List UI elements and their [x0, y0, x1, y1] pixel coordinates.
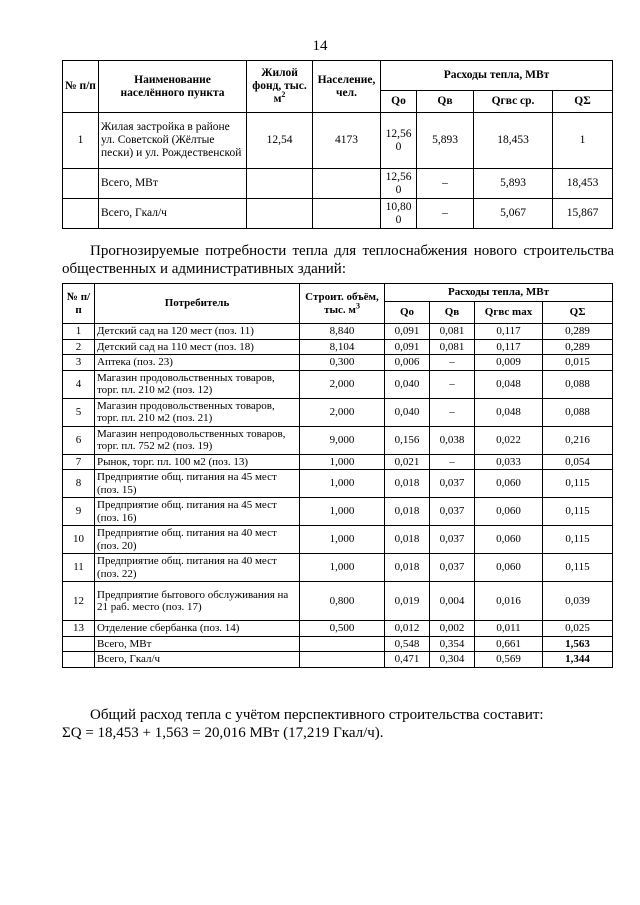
cell-volume: 1,000: [300, 454, 385, 470]
cell-qv: –: [417, 199, 474, 229]
cell-volume: 1,000: [300, 526, 385, 554]
cell-consumer: Магазин продовольственных товаров, торг. пл. 210 м2 (поз. 21): [95, 398, 300, 426]
cell-qgvs: 18,453: [474, 113, 553, 169]
table-row: [63, 582, 613, 621]
cell-num: [63, 199, 99, 229]
cell-qsum: 0,115: [543, 498, 613, 526]
cell-qo: 0,091: [385, 324, 430, 340]
cell-consumer: Магазин продовольственных товаров, торг. пл. 210 м2 (поз. 12): [95, 370, 300, 398]
cell-qsum: 1: [553, 113, 613, 169]
cell-consumer: Предприятие общ. питания на 45 мест (поз. 16): [95, 498, 300, 526]
cell-total-label: Всего, МВт: [95, 636, 300, 652]
cell-qgvs: 0,060: [475, 526, 543, 554]
page-number: 14: [312, 38, 328, 54]
cell-consumer: Детский сад на 120 мест (поз. 11): [95, 324, 300, 340]
cell-qgvs: 5,893: [474, 169, 553, 199]
cell-qsum: 0,054: [543, 454, 613, 470]
header-population: Население, чел.: [313, 61, 381, 113]
cell-qgvs: 0,060: [475, 554, 543, 582]
header-volume: [300, 284, 385, 324]
cell-qv: 0,081: [430, 339, 475, 355]
cell-name: Всего, Гкал/ч: [99, 199, 247, 229]
header-qo: Qо: [385, 302, 430, 324]
cell-num: [63, 636, 95, 652]
cell-num: 5: [63, 398, 95, 426]
cell-qgvs: 0,016: [475, 582, 543, 621]
cell-name: Всего, МВт: [99, 169, 247, 199]
cell-total-label: Всего, Гкал/ч: [95, 652, 300, 668]
cell-qv: 5,893: [417, 113, 474, 169]
header-qsum: QΣ: [553, 91, 613, 113]
cell-qo: 0,006: [385, 355, 430, 371]
header-num: № п/п: [63, 284, 95, 324]
cell-volume: 0,500: [300, 621, 385, 637]
cell-qsum: 0,015: [543, 355, 613, 371]
cell-qv: 0,037: [430, 526, 475, 554]
conclusion: [62, 706, 614, 742]
cell-qo: 0,040: [385, 398, 430, 426]
cell-num: 4: [63, 370, 95, 398]
cell-population: [313, 169, 381, 199]
cell-num: 9: [63, 498, 95, 526]
residential-heat-table: [62, 60, 613, 229]
cell-volume: 1,000: [300, 470, 385, 498]
cell-qv: 0,081: [430, 324, 475, 340]
cell-qsum: 0,289: [543, 324, 613, 340]
cell-qo: 0,019: [385, 582, 430, 621]
cell-housing: [247, 199, 313, 229]
cell-qv: 0,354: [430, 636, 475, 652]
cell-qgvs: 5,067: [474, 199, 553, 229]
cell-qo: 0,091: [385, 339, 430, 355]
header-qv: Qв: [430, 302, 475, 324]
cell-num: 13: [63, 621, 95, 637]
cell-num: 2: [63, 339, 95, 355]
table-row: [63, 355, 613, 371]
cell-qv: 0,037: [430, 470, 475, 498]
cell-population: 4173: [313, 113, 381, 169]
cell-qsum: 1,344: [543, 652, 613, 668]
cell-qo: 0,471: [385, 652, 430, 668]
header-consumer: Потребитель: [95, 284, 300, 324]
cell-num: 1: [63, 113, 99, 169]
cell-qsum: 0,088: [543, 370, 613, 398]
table-row: [63, 113, 613, 169]
cell-qv: 0,304: [430, 652, 475, 668]
cell-population: [313, 199, 381, 229]
cell-num: 11: [63, 554, 95, 582]
header-num: № п/п: [63, 61, 99, 113]
cell-volume: 1,000: [300, 498, 385, 526]
cell-consumer: Аптека (поз. 23): [95, 355, 300, 371]
table-row: [63, 554, 613, 582]
table-row: [63, 169, 613, 199]
cell-consumer: Предприятие общ. питания на 45 мест (поз. 15): [95, 470, 300, 498]
cell-qo: 12,56 0: [381, 113, 417, 169]
cell-qv: 0,037: [430, 498, 475, 526]
cell-qsum: 0,115: [543, 554, 613, 582]
cell-qv: –: [430, 355, 475, 371]
cell-qgvs: 0,117: [475, 324, 543, 340]
cell-qgvs: 0,011: [475, 621, 543, 637]
cell-qgvs: 0,661: [475, 636, 543, 652]
cell-num: 8: [63, 470, 95, 498]
public-buildings-heat-table: [62, 283, 613, 668]
cell-consumer: Предприятие общ. питания на 40 мест (поз. 22): [95, 554, 300, 582]
conclusion-line2: ΣQ = 18,453 + 1,563 = 20,016 МВт (17,219 Гкал/ч).: [62, 725, 384, 741]
cell-qo: 0,018: [385, 554, 430, 582]
cell-qv: 0,002: [430, 621, 475, 637]
table-row: [63, 454, 613, 470]
cell-qo: 0,021: [385, 454, 430, 470]
cell-num: 6: [63, 426, 95, 454]
cell-qv: –: [430, 454, 475, 470]
cell-qsum: 15,867: [553, 199, 613, 229]
cell-num: 1: [63, 324, 95, 340]
cell-volume: 9,000: [300, 426, 385, 454]
cell-qo: 10,80 0: [381, 199, 417, 229]
cell-qo: 0,012: [385, 621, 430, 637]
cell-qgvs: 0,060: [475, 470, 543, 498]
cell-qgvs: 0,009: [475, 355, 543, 371]
table-row: [63, 324, 613, 340]
cell-qsum: 0,039: [543, 582, 613, 621]
cell-qv: –: [417, 169, 474, 199]
total-row: [63, 652, 613, 668]
header-qo: Qо: [381, 91, 417, 113]
cell-qgvs: 0,060: [475, 498, 543, 526]
cell-qv: –: [430, 398, 475, 426]
cell-num: 3: [63, 355, 95, 371]
cell-qv: 0,004: [430, 582, 475, 621]
cell-num: 7: [63, 454, 95, 470]
cell-qv: 0,037: [430, 554, 475, 582]
cell-housing: 12,54: [247, 113, 313, 169]
header-housing-fund: [247, 61, 313, 113]
cell-volume: [300, 652, 385, 668]
cell-qgvs: 0,048: [475, 370, 543, 398]
header-heat-consumption: Расходы тепла, МВт: [385, 284, 613, 302]
table-row: [63, 470, 613, 498]
cell-qsum: 1,563: [543, 636, 613, 652]
header-heat-consumption: Расходы тепла, МВт: [381, 61, 613, 91]
cell-qgvs: 0,117: [475, 339, 543, 355]
cell-qv: –: [430, 370, 475, 398]
header-qgvs: Qгвс max: [475, 302, 543, 324]
cell-volume: 8,104: [300, 339, 385, 355]
cell-qsum: 0,088: [543, 398, 613, 426]
cell-qo: 12,56 0: [381, 169, 417, 199]
header-volume-label: Строит. объём, тыс. м: [305, 291, 379, 316]
cell-volume: [300, 636, 385, 652]
cell-qv: 0,038: [430, 426, 475, 454]
cell-qsum: 0,025: [543, 621, 613, 637]
table-row: [63, 339, 613, 355]
cell-qo: 0,018: [385, 498, 430, 526]
cell-qgvs: 0,022: [475, 426, 543, 454]
header-housing-fund-label: Жилой фонд, тыс. м: [252, 67, 307, 105]
cell-housing: [247, 169, 313, 199]
cell-volume: 1,000: [300, 554, 385, 582]
header-qv: Qв: [417, 91, 474, 113]
cell-qsum: 0,216: [543, 426, 613, 454]
cell-consumer: Предприятие бытового обслуживания на 21 раб. место (поз. 17): [95, 582, 300, 621]
table-row: [63, 199, 613, 229]
cell-qgvs: 0,048: [475, 398, 543, 426]
cell-qo: 0,018: [385, 526, 430, 554]
cell-qo: 0,018: [385, 470, 430, 498]
cell-qo: 0,156: [385, 426, 430, 454]
cell-qgvs: 0,569: [475, 652, 543, 668]
table-row: [63, 621, 613, 637]
header-qsum: QΣ: [543, 302, 613, 324]
header-housing-fund-sup: 2: [281, 90, 286, 100]
total-row: [63, 636, 613, 652]
table-row: [63, 498, 613, 526]
cell-qsum: 0,289: [543, 339, 613, 355]
cell-num: 12: [63, 582, 95, 621]
cell-consumer: Рынок, торг. пл. 100 м2 (поз. 13): [95, 454, 300, 470]
table-row: [63, 398, 613, 426]
table-row: [63, 426, 613, 454]
cell-volume: 0,300: [300, 355, 385, 371]
cell-consumer: Предприятие общ. питания на 40 мест (поз. 20): [95, 526, 300, 554]
cell-consumer: Отделение сбербанка (поз. 14): [95, 621, 300, 637]
cell-qo: 0,548: [385, 636, 430, 652]
conclusion-line1: Общий расход тепла с учётом перспективного строительства составит:: [90, 707, 544, 723]
header-qgvs: Qгвс ср.: [474, 91, 553, 113]
cell-volume: 2,000: [300, 398, 385, 426]
cell-qsum: 0,115: [543, 526, 613, 554]
cell-volume: 0,800: [300, 582, 385, 621]
cell-num: 10: [63, 526, 95, 554]
cell-name: Жилая застройка в районе ул. Советской (Жёлтые пески) и ул. Рождественской: [99, 113, 247, 169]
header-settlement-name: Наименование населённого пункта: [99, 61, 247, 113]
cell-qsum: 18,453: [553, 169, 613, 199]
cell-qo: 0,040: [385, 370, 430, 398]
table-row: [63, 370, 613, 398]
cell-consumer: Магазин непродовольственных товаров, торг. пл. 752 м2 (поз. 19): [95, 426, 300, 454]
cell-volume: 8,840: [300, 324, 385, 340]
cell-num: [63, 169, 99, 199]
cell-num: [63, 652, 95, 668]
intro-paragraph: Прогнозируемые потребности тепла для теплоснабжения нового строительства общественных и административных зданий:: [62, 243, 614, 277]
table2-body: [63, 324, 613, 668]
cell-qgvs: 0,033: [475, 454, 543, 470]
cell-consumer: Детский сад на 110 мест (поз. 18): [95, 339, 300, 355]
table-row: [63, 526, 613, 554]
header-volume-sup: 3: [355, 300, 360, 310]
cell-qsum: 0,115: [543, 470, 613, 498]
cell-volume: 2,000: [300, 370, 385, 398]
